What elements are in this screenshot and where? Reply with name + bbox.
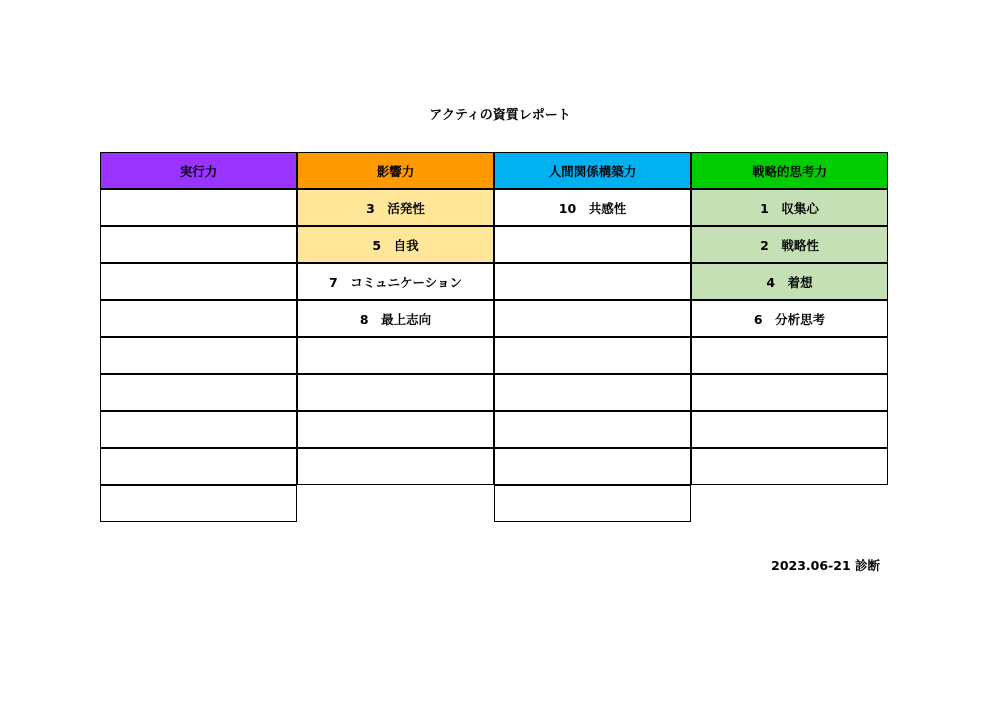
table-cell: 6 分析思考 xyxy=(691,300,888,337)
table-cell xyxy=(297,337,494,374)
table-cell xyxy=(494,263,691,300)
table-cell xyxy=(691,337,888,374)
table-cell xyxy=(100,411,297,448)
table-cell: 5 自我 xyxy=(297,226,494,263)
table-cell xyxy=(297,411,494,448)
table-cell: 1 収集心 xyxy=(691,189,888,226)
table-cell xyxy=(100,189,297,226)
table-cell xyxy=(297,448,494,485)
table-cell xyxy=(100,485,297,522)
table-cell: 7 コミュニケーション xyxy=(297,263,494,300)
diagnosis-date: 2023.06-21 診断 xyxy=(771,558,880,573)
table-cell xyxy=(297,374,494,411)
table-cell xyxy=(494,337,691,374)
table-cell xyxy=(100,226,297,263)
table-cell: 10 共感性 xyxy=(494,189,691,226)
table-cell xyxy=(494,226,691,263)
table-cell xyxy=(494,300,691,337)
table-cell: 2 戦略性 xyxy=(691,226,888,263)
table-cell xyxy=(100,263,297,300)
table-cell: 8 最上志向 xyxy=(297,300,494,337)
table-cell xyxy=(494,448,691,485)
table-cell xyxy=(691,374,888,411)
table-cell: 4 着想 xyxy=(691,263,888,300)
column-header: 人間関係構築力 xyxy=(494,152,691,189)
table-cell xyxy=(494,485,691,522)
column-header: 戦略的思考力 xyxy=(691,152,888,189)
table-cell xyxy=(494,411,691,448)
table-cell xyxy=(100,337,297,374)
column-header: 実行力 xyxy=(100,152,297,189)
report-title: アクティの資質レポート xyxy=(429,108,571,123)
table-cell xyxy=(494,374,691,411)
table-cell xyxy=(691,411,888,448)
table-cell xyxy=(100,300,297,337)
table-cell xyxy=(100,374,297,411)
table-cell xyxy=(100,448,297,485)
table-cell xyxy=(691,448,888,485)
column-header: 影響力 xyxy=(297,152,494,189)
table-cell: 3 活発性 xyxy=(297,189,494,226)
